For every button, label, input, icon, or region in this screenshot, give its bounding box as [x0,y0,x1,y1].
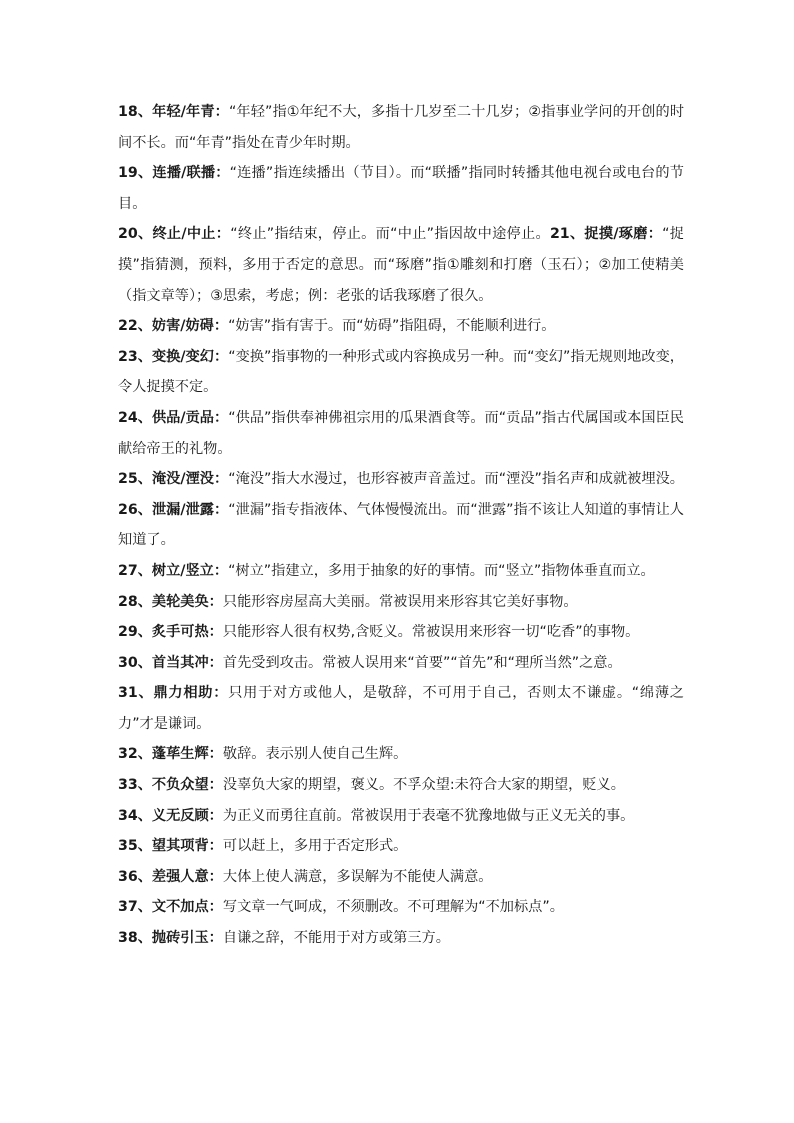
entry-34 [118,801,684,832]
entry-term: 20、终止/中止： [118,226,231,243]
entry-term: 36、差强人意： [118,868,223,885]
entry-text: 只用于对方或他人，是敬辞，不可用于自己，否则太不谦虚。“绵薄之力”才是谦词。 [118,685,684,732]
entry-term: 37、文不加点： [118,899,223,916]
entry-term: 38、抛砖引玉： [118,930,223,947]
entry-term: 21、捉摸/琢磨： [549,226,663,243]
entry-term: 19、连播/联播： [118,165,230,182]
entry-text: “树立”指建立，多用于抽象的好的事情。而“竖立”指物体垂直而立。 [228,562,655,579]
entry-18 [118,97,684,158]
entry-31 [118,678,684,739]
entry-term: 25、淹没/湮没： [118,471,229,488]
entry-text: 可以赶上，多用于否定形式。 [222,838,408,855]
entry-24 [118,403,684,464]
entry-term: 26、泄漏/泄露： [118,501,229,518]
entry-30 [118,648,684,679]
entry-text: “连播”指连续播出（节目）。而“联播”指同时转播其他电视台或电台的节目。 [118,165,684,212]
entry-text: “供品”指供奉神佛祖宗用的瓜果酒食等。而“贡品”指古代属国或本国臣民献给帝王的礼物。 [118,409,684,457]
entry-text: “泄漏”指专指液体、气体慢慢流出。而“泄露”指不该让人知道的事情让人知道了。 [118,501,684,549]
entry-19 [118,158,684,219]
entry-text: “终止”指结束，停止。而“中止”指因故中途停止。 [230,226,550,243]
entry-text: 写文章一气呵成，不须删改。不可理解为“不加标点”。 [222,899,564,916]
entry-term: 35、望其项背： [118,838,223,855]
entry-28 [118,587,684,618]
entry-term: 33、不负众望： [118,777,223,794]
entry-term: 18、年轻/年青： [118,104,229,120]
entry-term: 22、妨害/妨碍： [118,318,229,335]
entry-term: 24、供品/贡品： [118,409,229,426]
entry-32 [118,739,684,770]
entry-text: 为正义而勇往直前。常被误用于表毫不犹豫地做与正义无关的事。 [222,807,635,824]
entry-term: 30、首当其冲： [118,654,223,671]
entry-term: 23、变换/变幻： [118,348,229,365]
entry-37 [118,892,684,923]
entry-text: “妨害”指有害于。而“妨碍”指阻碍，不能顺利进行。 [228,318,556,335]
entry-36 [118,862,684,893]
entry-text: 首先受到攻击。常被人误用来“首要”“首先”和“理所当然”之意。 [222,654,622,671]
entry-term: 32、蓬荜生辉： [118,746,223,763]
entry-23 [118,342,684,403]
entry-33 [118,770,684,801]
entry-term: 31、鼎力相助： [118,685,229,702]
entry-text: “变换”指事物的一种形式或内容换成另一种。而“变幻”指无规则地改变，令人捉摸不定。 [118,348,684,396]
entry-term: 34、义无反顾： [118,807,223,824]
entry-25-26 [118,464,684,556]
entry-text: “年轻”指①年纪不大，多指十几岁至二十几岁；②指事业学问的开创的时间不长。而“年青”指处在青少年时期。 [118,104,685,151]
entry-29 [118,617,684,648]
entry-text: 只能形容房屋高大美丽。常被误用来形容其它美好事物。 [222,593,578,610]
entry-text: 敬辞。表示别人使自己生辉。 [222,746,408,763]
entry-20-21 [118,219,684,311]
entry-text: “捉摸”指猜测，预料，多用于否定的意思。而“琢磨”指①雕刻和打磨（玉石）；②加工使精美（指文章等）；③思索，考虑；例：老张的话我琢磨了很久。 [118,226,684,304]
entry-35 [118,831,684,862]
entry-term: 28、美轮美奂： [118,593,223,610]
document-body [118,97,684,954]
entry-38 [118,923,684,954]
entry-27 [118,556,684,587]
entry-text: 只能形容人很有权势,含贬义。常被误用来形容一切“吃香”的事物。 [222,624,640,641]
entry-22 [118,311,684,342]
entry-text: 大体上使人满意，多误解为不能使人满意。 [222,868,493,885]
entry-term: 29、炙手可热： [118,624,223,641]
entry-text: 没辜负大家的期望，褒义。不孚众望:未符合大家的期望，贬义。 [222,777,625,794]
entry-text: 自谦之辞，不能用于对方或第三方。 [222,930,450,947]
entry-text: “淹没”指大水漫过，也形容被声音盖过。而“湮没”指名声和成就被埋没。 [228,471,684,488]
entry-term: 27、树立/竖立： [118,562,229,579]
